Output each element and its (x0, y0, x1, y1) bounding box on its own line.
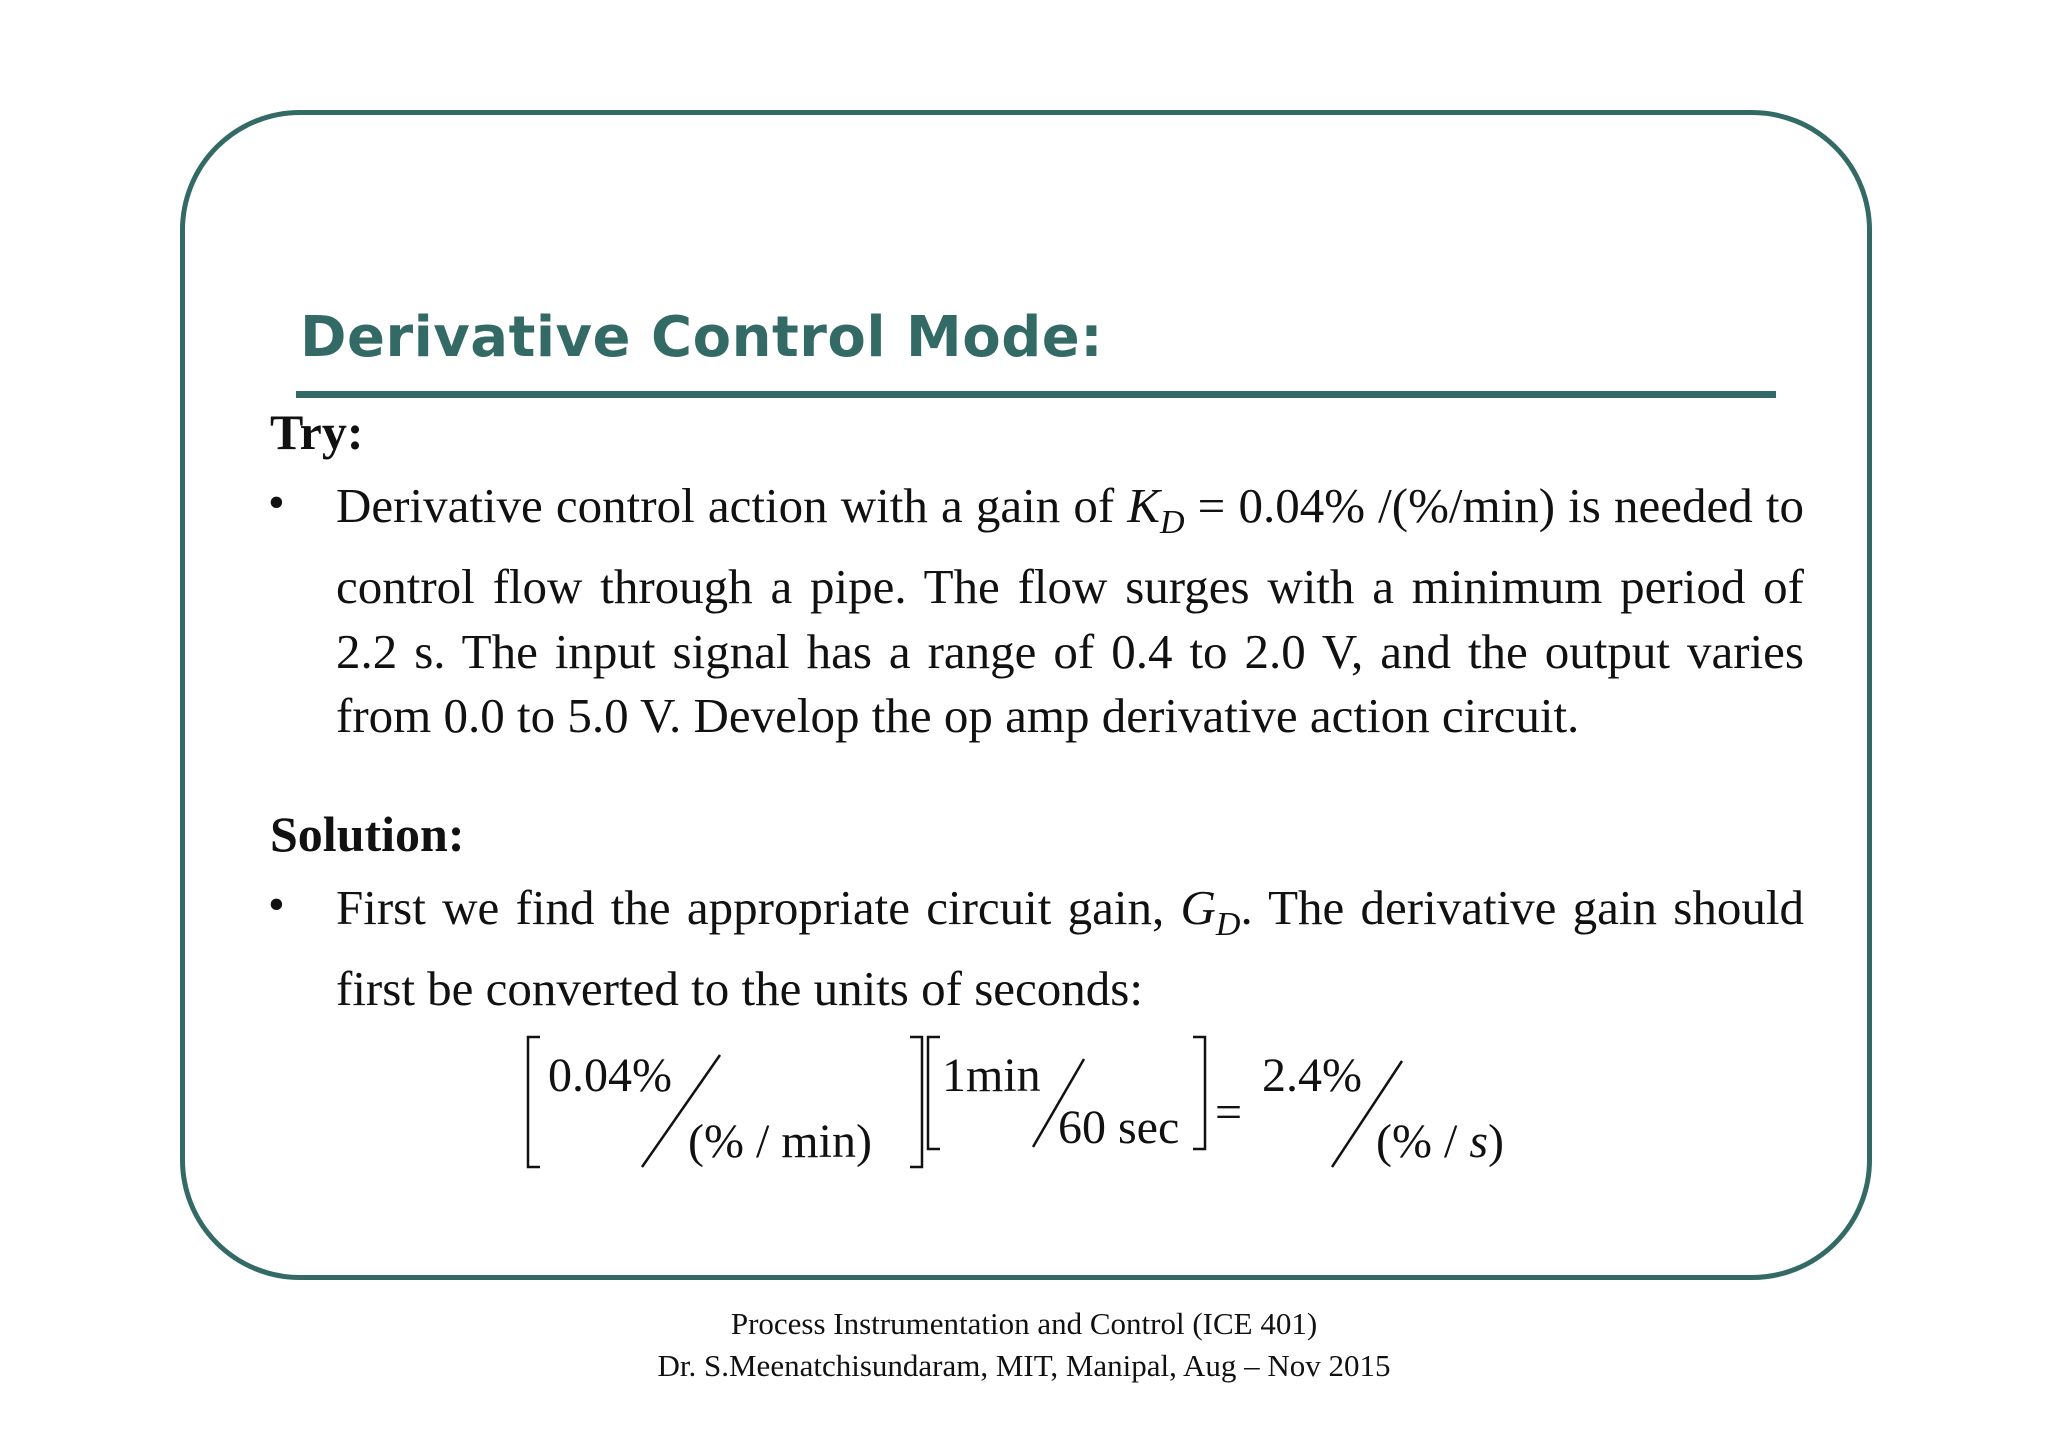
equals-sign: = (1215, 1086, 1243, 1139)
try-text-a: Derivative control action with a gain of (336, 478, 1128, 533)
footer-course: Process Instrumentation and Control (ICE 401) (730, 1306, 1318, 1341)
gain-conversion-equation (520, 1025, 1530, 1190)
result-numerator (1262, 1049, 1362, 1102)
term1-numerator: 0.04% (548, 1049, 672, 1102)
term2-numerator: 1min (942, 1049, 1041, 1102)
bracket-1-right (910, 1037, 922, 1167)
try-heading: Try: (270, 404, 364, 460)
gd-subscript: D (1215, 905, 1241, 943)
bracket-2-left (928, 1037, 940, 1149)
equation-graphic (520, 1025, 1530, 1190)
result-den-open: ( (1376, 1115, 1392, 1168)
solution-text-b: . The derivative gain should first be converted to the units of seconds: (336, 880, 1804, 1017)
result-num-text: 2.4% (1262, 1049, 1362, 1102)
kd-subscript: D (1159, 503, 1185, 541)
solution-bullet: • (268, 878, 285, 931)
result-den-pct: % / (1391, 1115, 1470, 1168)
solution-heading: Solution: (270, 806, 465, 862)
try-text-b: = 0.04% /(%/min) is needed to control flow through a pipe. The flow surges with a minimum period of 2.2 s. The input signal has a range of 0.4 to 2.0 V, and the output varies from 0.0 to 5.0 V. Develop the op amp derivative action circuit. (336, 478, 1804, 744)
result-den-s: s (1469, 1115, 1488, 1168)
try-bullet: • (268, 476, 285, 529)
kd-symbol: K (1127, 478, 1160, 533)
term2-denominator: 60 sec (1058, 1101, 1180, 1154)
slide-title: Derivative Control Mode: (300, 305, 1104, 370)
try-paragraph (336, 474, 1804, 749)
bracket-2-right (1193, 1037, 1205, 1149)
solution-paragraph (336, 876, 1804, 1022)
result-den-close: ) (1488, 1115, 1504, 1168)
term1-denominator: (% / min) (688, 1115, 872, 1168)
bracket-1-left (528, 1037, 540, 1167)
solution-text-a: First we find the appropriate circuit gain, (336, 880, 1181, 935)
gd-symbol: G (1180, 880, 1216, 935)
title-underline (296, 391, 1776, 398)
footer-author: Dr. S.Meenatchisundaram, MIT, Manipal, Aug – Nov 2015 (657, 1348, 1391, 1383)
result-denominator (1376, 1115, 1504, 1168)
